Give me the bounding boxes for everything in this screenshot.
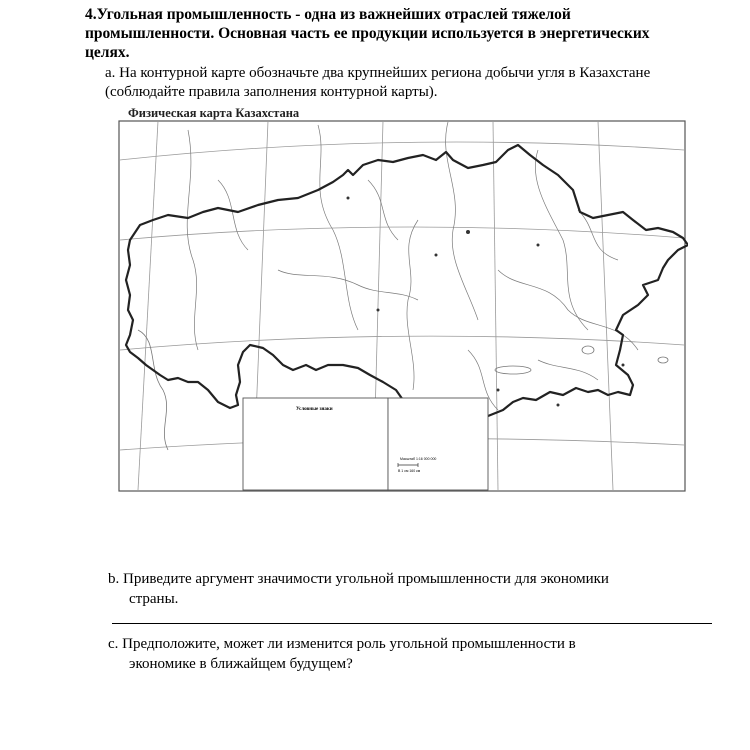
question-part-b xyxy=(108,569,708,609)
legend-title: Условные знаки xyxy=(296,407,333,412)
scale-box xyxy=(388,398,488,490)
answer-line[interactable] xyxy=(112,623,712,624)
scale-text: Масштаб 1:16 000 000 xyxy=(400,457,437,461)
contour-map-kazakhstan xyxy=(118,120,688,495)
question-part-c xyxy=(108,634,708,674)
question-part-c-line1: c. Предположите, может ли изменится роль угольной промышленности в xyxy=(108,636,576,652)
map-caption: Физическая карта Казахстана xyxy=(128,106,300,120)
question-part-b-line1: b. Приведите аргумент значимости угольной промышленности для экономики xyxy=(108,571,609,587)
question-part-c-line2: экономике в ближайщем будущем? xyxy=(129,656,353,672)
question-title: 4.Угольная промышленность - одна из важнейших отраслей тяжелой промышленности. Основная часть ее продукции используется в энергетических целях. xyxy=(85,6,650,61)
question-part-b-line2: страны. xyxy=(129,591,179,607)
scale-units: В 1 см 160 км xyxy=(398,469,421,473)
question-part-a: a. На контурной карте обозначьте два крупнейших региона добычи угля в Казахстане (соблюдайте правила заполнения контурной карты). xyxy=(105,65,651,100)
